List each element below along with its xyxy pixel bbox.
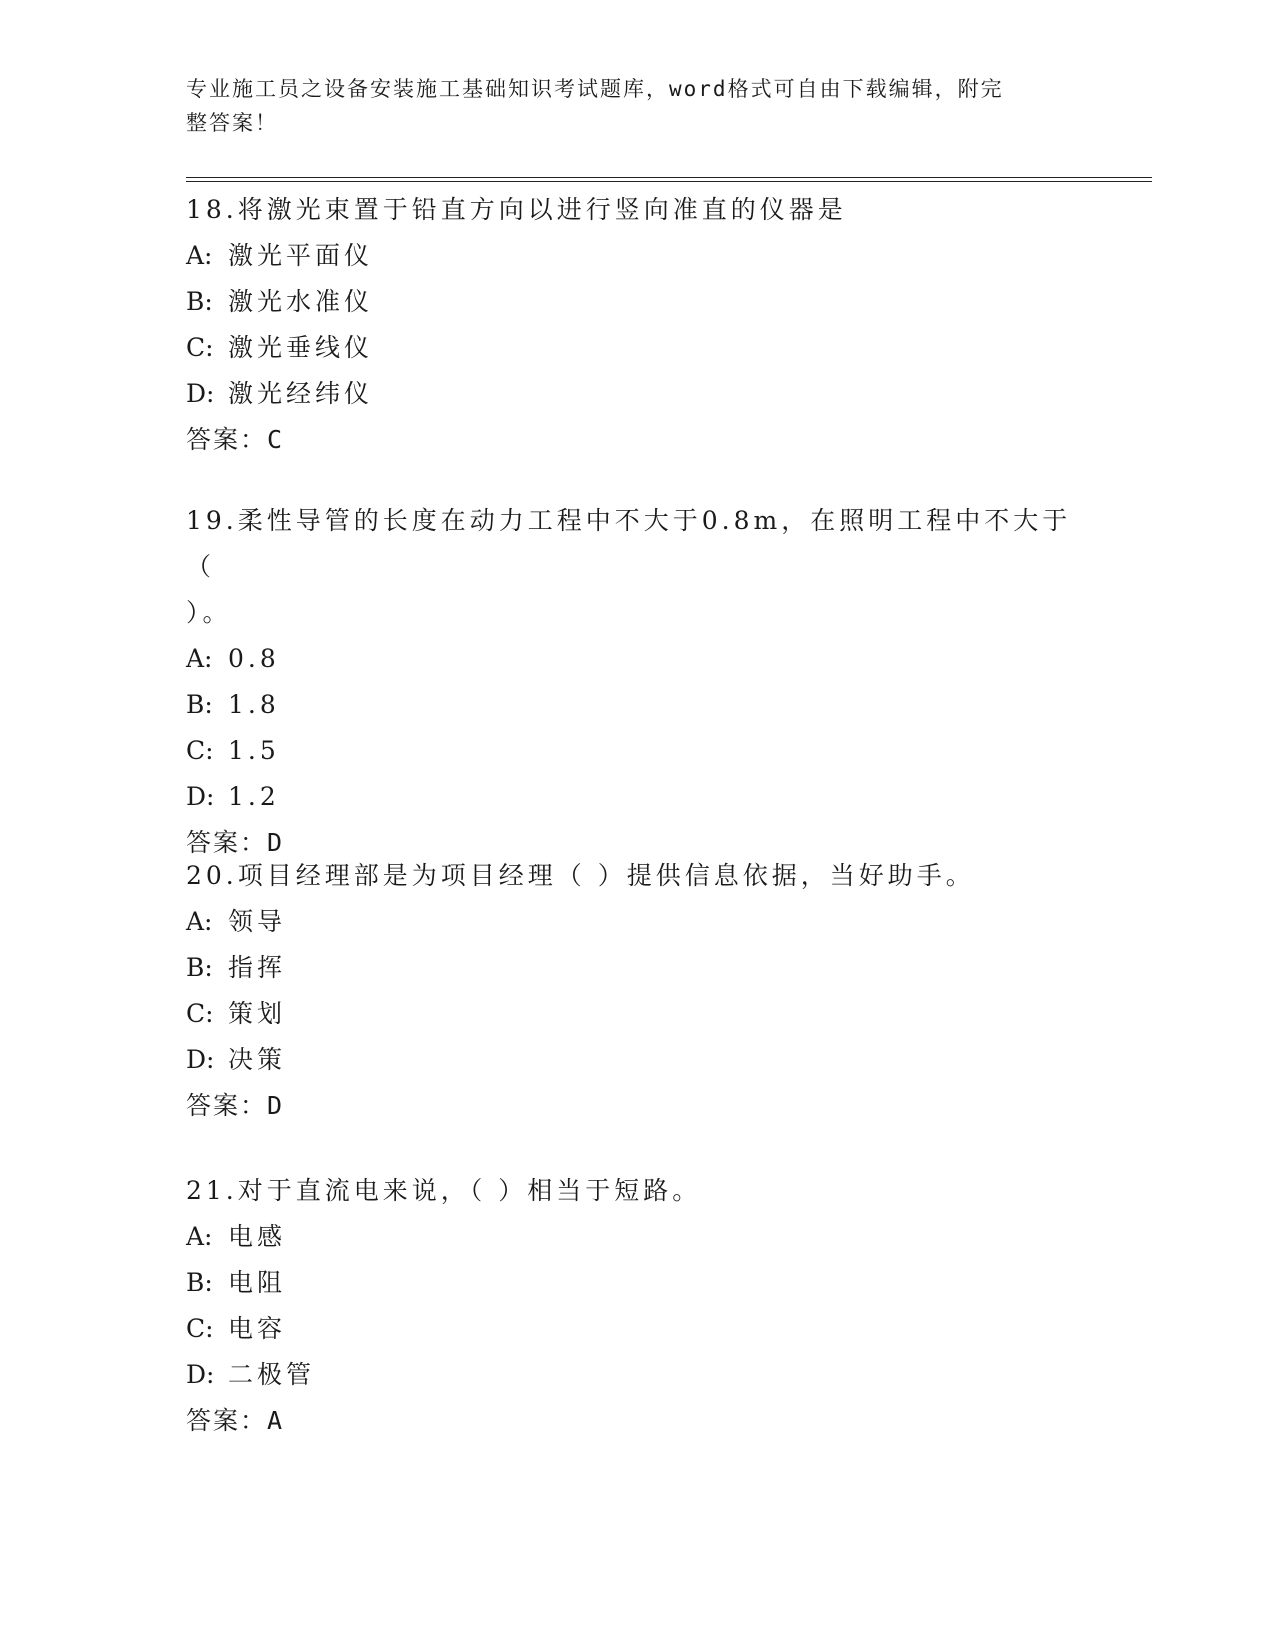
option-letter: A:	[186, 907, 213, 936]
option-text: 电容	[228, 1314, 287, 1343]
option-text: 指挥	[228, 953, 287, 982]
option-letter: A:	[186, 644, 213, 673]
option-d	[186, 1352, 1086, 1398]
header-line-1: 专业施工员之设备安装施工基础知识考试题库，word格式可自由下载编辑，附完	[186, 77, 1004, 101]
option-text: 1.8	[228, 690, 280, 719]
option-c	[186, 991, 1086, 1037]
question-stem: 21.对于直流电来说，（ ）相当于短路。	[186, 1176, 702, 1205]
option-d	[186, 371, 1086, 417]
answer-line	[186, 1083, 1086, 1129]
option-letter: C:	[186, 999, 214, 1028]
answer-value: A	[267, 1406, 283, 1435]
question-stem: 19.柔性导管的长度在动力工程中不大于0.8m，在照明工程中不大于（	[186, 506, 1072, 581]
option-text: 1.5	[228, 736, 280, 765]
option-b	[186, 945, 1086, 991]
option-c	[186, 728, 1086, 774]
option-d	[186, 774, 1086, 820]
document-header	[186, 72, 1066, 140]
option-letter: B:	[186, 953, 213, 982]
option-b	[186, 682, 1086, 728]
answer-value: D	[267, 828, 283, 857]
option-text: 领导	[228, 907, 287, 936]
option-b	[186, 279, 1086, 325]
question-18	[186, 187, 1086, 463]
option-text: 策划	[228, 999, 287, 1028]
answer-label: 答案：	[186, 828, 268, 857]
option-letter: D:	[186, 1045, 215, 1074]
answer-line	[186, 417, 1086, 463]
answer-label: 答案：	[186, 1406, 268, 1435]
answer-value: C	[267, 425, 283, 454]
option-text: 激光垂线仪	[228, 333, 374, 362]
option-text: 1.2	[228, 782, 280, 811]
option-text: 激光平面仪	[228, 241, 374, 270]
header-line-2: 整答案！	[186, 111, 278, 135]
option-d	[186, 1037, 1086, 1083]
question-21	[186, 1168, 1086, 1444]
answer-label: 答案：	[186, 1091, 268, 1120]
option-a	[186, 1214, 1086, 1260]
option-c	[186, 325, 1086, 371]
option-text: 0.8	[228, 644, 280, 673]
option-a	[186, 636, 1086, 682]
option-text: 决策	[228, 1045, 287, 1074]
header-divider-top	[186, 177, 1152, 178]
option-c	[186, 1306, 1086, 1352]
option-letter: C:	[186, 1314, 214, 1343]
option-text: 激光经纬仪	[228, 379, 374, 408]
option-letter: B:	[186, 287, 213, 316]
question-stem: 18.将激光束置于铅直方向以进行竖向准直的仪器是	[186, 195, 847, 224]
header-divider-bottom	[186, 181, 1152, 182]
question-stem: 20.项目经理部是为项目经理（ ）提供信息依据，当好助手。	[186, 861, 975, 890]
option-a	[186, 899, 1086, 945]
answer-line	[186, 1398, 1086, 1444]
option-text: 电感	[228, 1222, 287, 1251]
question-19	[186, 498, 1086, 866]
option-text: 电阻	[228, 1268, 287, 1297]
option-letter: D:	[186, 782, 215, 811]
option-text: 激光水准仪	[228, 287, 374, 316]
option-letter: C:	[186, 333, 214, 362]
option-a	[186, 233, 1086, 279]
option-text: 二极管	[228, 1360, 316, 1389]
option-letter: B:	[186, 1268, 213, 1297]
option-letter: B:	[186, 690, 213, 719]
answer-label: 答案：	[186, 425, 268, 454]
option-letter: C:	[186, 736, 214, 765]
question-stem-continued: ）。	[186, 598, 232, 627]
option-letter: A:	[186, 1222, 213, 1251]
answer-value: D	[267, 1091, 283, 1120]
option-letter: D:	[186, 379, 215, 408]
option-letter: A:	[186, 241, 213, 270]
option-b	[186, 1260, 1086, 1306]
question-20	[186, 853, 1086, 1129]
option-letter: D:	[186, 1360, 215, 1389]
